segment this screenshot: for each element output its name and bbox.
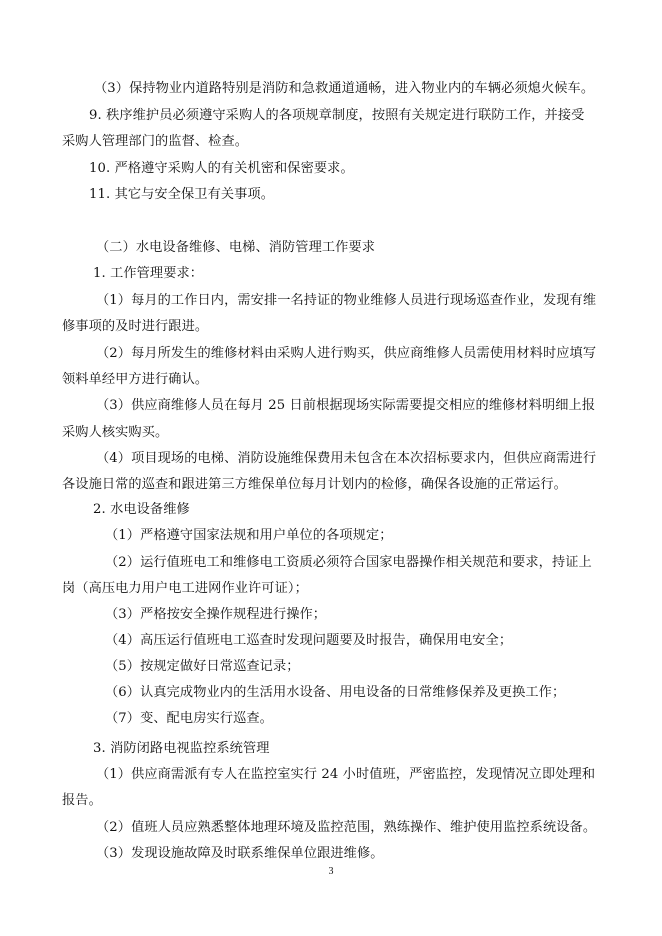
text-line: （2）值班人员应熟悉整体地理环境及监控范围，熟练操作、维护使用监控系统设备。	[96, 820, 597, 835]
text-line: 11. 其它与安全保卫有关事项。	[89, 187, 275, 202]
text-line: （2）每月所发生的维修材料由采购人进行购买，供应商维修人员需使用材料时应填写	[96, 346, 597, 361]
text-line: 采购人核实购买。	[62, 425, 169, 440]
text-line: 岗（高压电力用户电工进网作业许可证）；	[62, 581, 308, 596]
text-line: （3）发现设施故障及时联系维保单位跟进维修。	[96, 846, 384, 861]
text-line: 2. 水电设备维修	[93, 502, 190, 517]
text-line: （6）认真完成物业内的生活用水设备、用电设备的日常维修保养及更换工作；	[105, 685, 566, 700]
text-line: （2）运行值班电工和维修电工资质必须符合国家电器操作相关规范和要求，持证上	[105, 555, 592, 570]
text-line: 修事项的及时进行跟进。	[62, 319, 209, 334]
text-line: 领料单经甲方进行确认。	[62, 372, 209, 387]
text-line: 1. 工作管理要求：	[93, 266, 204, 281]
text-line: （4）高压运行值班电工巡查时发现问题要及时报告，确保用电安全；	[105, 633, 513, 648]
text-line: （7）变、配电房实行巡查。	[105, 711, 273, 726]
page-number: 3	[328, 866, 334, 877]
text-line: 各设施日常的巡查和跟进第三方维保单位每月计划内的检修，确保各设施的正常运行。	[62, 477, 567, 492]
section-heading: （二）水电设备维修、电梯、消防管理工作要求	[96, 240, 376, 255]
text-line: 10. 严格遵守采购人的有关机密和保密要求。	[89, 161, 354, 176]
text-line: 9. 秩序维护员必须遵守采购人的各项规章制度，按照有关规定进行联防工作，并接受	[89, 108, 585, 123]
text-line: （3）供应商维修人员在每月 25 日前根据现场实际需要提交相应的维修材料明细上报	[96, 398, 596, 413]
text-line: （4）项目现场的电梯、消防设施维保费用未包含在本次招标要求内，但供应商需进行	[96, 451, 597, 466]
text-line: 3. 消防闭路电视监控系统管理	[93, 741, 270, 756]
text-line: （1）每月的工作日内，需安排一名持证的物业维修人员进行现场巡查作业，发现有维	[96, 293, 597, 308]
text-line: （3）保持物业内道路特别是消防和急救通道通畅，进入物业内的车辆必须熄火候车。	[94, 81, 595, 96]
text-line: 采购人管理部门的监督、检查。	[62, 134, 249, 149]
text-line: （1）严格遵守国家法规和用户单位的各项规定；	[105, 528, 393, 543]
text-line: 报告。	[62, 793, 102, 808]
text-line: （5）按规定做好日常巡查记录；	[105, 659, 300, 674]
text-line: （1）供应商需派有专人在监控室实行 24 小时值班，严密监控，发现情况立即处理和	[96, 767, 596, 782]
text-line: （3）严格按安全操作规程进行操作；	[105, 607, 327, 622]
